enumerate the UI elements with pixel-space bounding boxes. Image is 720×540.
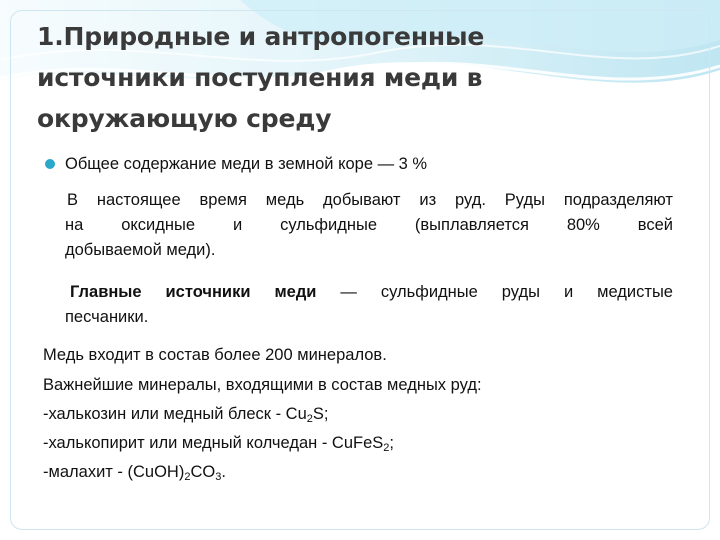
- paragraph-ores-line-1: В настоящее время медь добывают из руд. Руды подразделяют: [67, 191, 673, 209]
- paragraph-ores-line-2: на оксидные и сульфидные (выплавляется 80% всей: [65, 216, 673, 234]
- title-line-1: 1.Природные и антропогенные: [37, 22, 485, 51]
- minerals-count-line: Медь входит в состав более 200 минералов.: [43, 346, 387, 364]
- mineral-malachite: -малахит - $(CuOH)_2CO_3$.: [43, 463, 226, 483]
- sources-rest-text: — сульфидные руды и медистые: [316, 283, 673, 301]
- paragraph-ores: [65, 188, 673, 263]
- minerals-intro-line: Важнейшие минералы, входящими в состав медных руд:: [43, 376, 482, 394]
- title-line-2: источники поступления меди в: [37, 63, 483, 92]
- paragraph-ores-line-3: добываемой меди).: [65, 241, 216, 259]
- sources-bold-text: Главные источники меди: [70, 283, 317, 301]
- mineral-chalcopyrite: -халькопирит или медный колчедан - CuFeS$_2$;: [43, 434, 394, 454]
- title-line-3: окружающую среду: [37, 104, 332, 133]
- mineral-chalcocite: -халькозин или медный блеск - $Cu_2S$;: [43, 405, 329, 425]
- bullet-dot-icon: [45, 159, 55, 169]
- slide-title: [37, 16, 597, 139]
- paragraph-sources: [65, 280, 673, 330]
- paragraph-sources-line-2: песчаники.: [65, 308, 149, 326]
- bullet-text: Общее содержание меди в земной коре — 3 %: [65, 155, 428, 173]
- paragraph-sources-line-1: [65, 280, 673, 305]
- bullet-item: [45, 152, 685, 176]
